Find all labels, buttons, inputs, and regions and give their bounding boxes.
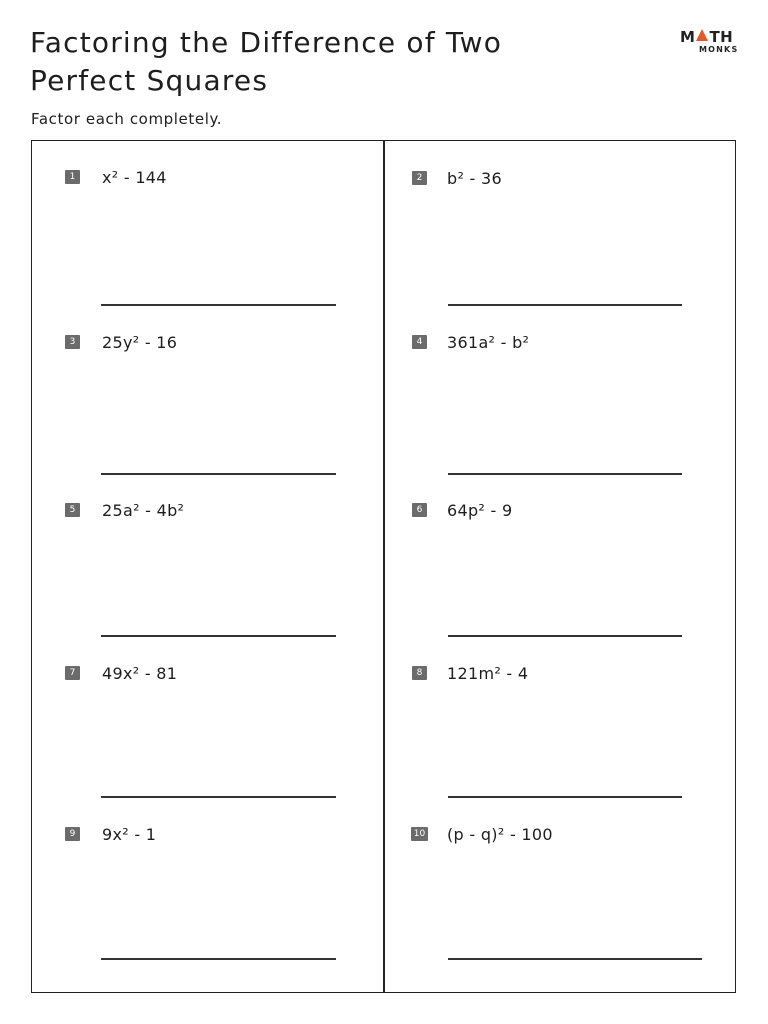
problem-number-badge: 4 bbox=[412, 335, 427, 349]
problem-number-badge: 10 bbox=[411, 827, 428, 841]
problem-number-badge: 1 bbox=[65, 170, 80, 184]
logo-subtext: MONKS bbox=[699, 45, 739, 54]
title-line-2: Perfect Squares bbox=[30, 64, 269, 97]
problem-expression: 121m² - 4 bbox=[447, 664, 529, 683]
answer-line-10[interactable] bbox=[448, 958, 702, 960]
problem-expression: x² - 144 bbox=[102, 168, 167, 187]
problem-number-badge: 6 bbox=[412, 503, 427, 517]
answer-line-7[interactable] bbox=[101, 796, 336, 798]
answer-line-8[interactable] bbox=[448, 796, 682, 798]
problem-expression: 25a² - 4b² bbox=[102, 501, 185, 520]
worksheet-title bbox=[30, 24, 630, 100]
answer-line-6[interactable] bbox=[448, 635, 682, 637]
problem-expression: 64p² - 9 bbox=[447, 501, 513, 520]
problem-expression: 25y² - 16 bbox=[102, 333, 178, 352]
problem-number-badge: 8 bbox=[412, 666, 427, 680]
answer-line-1[interactable] bbox=[101, 304, 336, 306]
problem-number-badge: 3 bbox=[65, 335, 80, 349]
answer-line-5[interactable] bbox=[101, 635, 336, 637]
triangle-icon bbox=[696, 29, 708, 41]
column-divider bbox=[383, 140, 385, 993]
problem-expression: 49x² - 81 bbox=[102, 664, 178, 683]
problem-expression: (p - q)² - 100 bbox=[447, 825, 553, 844]
problem-expression: 361a² - b² bbox=[447, 333, 530, 352]
instructions: Factor each completely. bbox=[31, 110, 223, 128]
answer-line-3[interactable] bbox=[101, 473, 336, 475]
problem-number-badge: 9 bbox=[65, 827, 80, 841]
problem-number-badge: 2 bbox=[412, 171, 427, 185]
math-monks-logo bbox=[680, 28, 740, 56]
title-line-1: Factoring the Difference of Two bbox=[30, 26, 503, 59]
problem-expression: 9x² - 1 bbox=[102, 825, 157, 844]
answer-line-4[interactable] bbox=[448, 473, 682, 475]
problem-expression: b² - 36 bbox=[447, 169, 502, 188]
answer-line-2[interactable] bbox=[448, 304, 682, 306]
logo-wordmark: M TH bbox=[680, 28, 734, 46]
answer-line-9[interactable] bbox=[101, 958, 336, 960]
problem-number-badge: 5 bbox=[65, 503, 80, 517]
problem-number-badge: 7 bbox=[65, 666, 80, 680]
